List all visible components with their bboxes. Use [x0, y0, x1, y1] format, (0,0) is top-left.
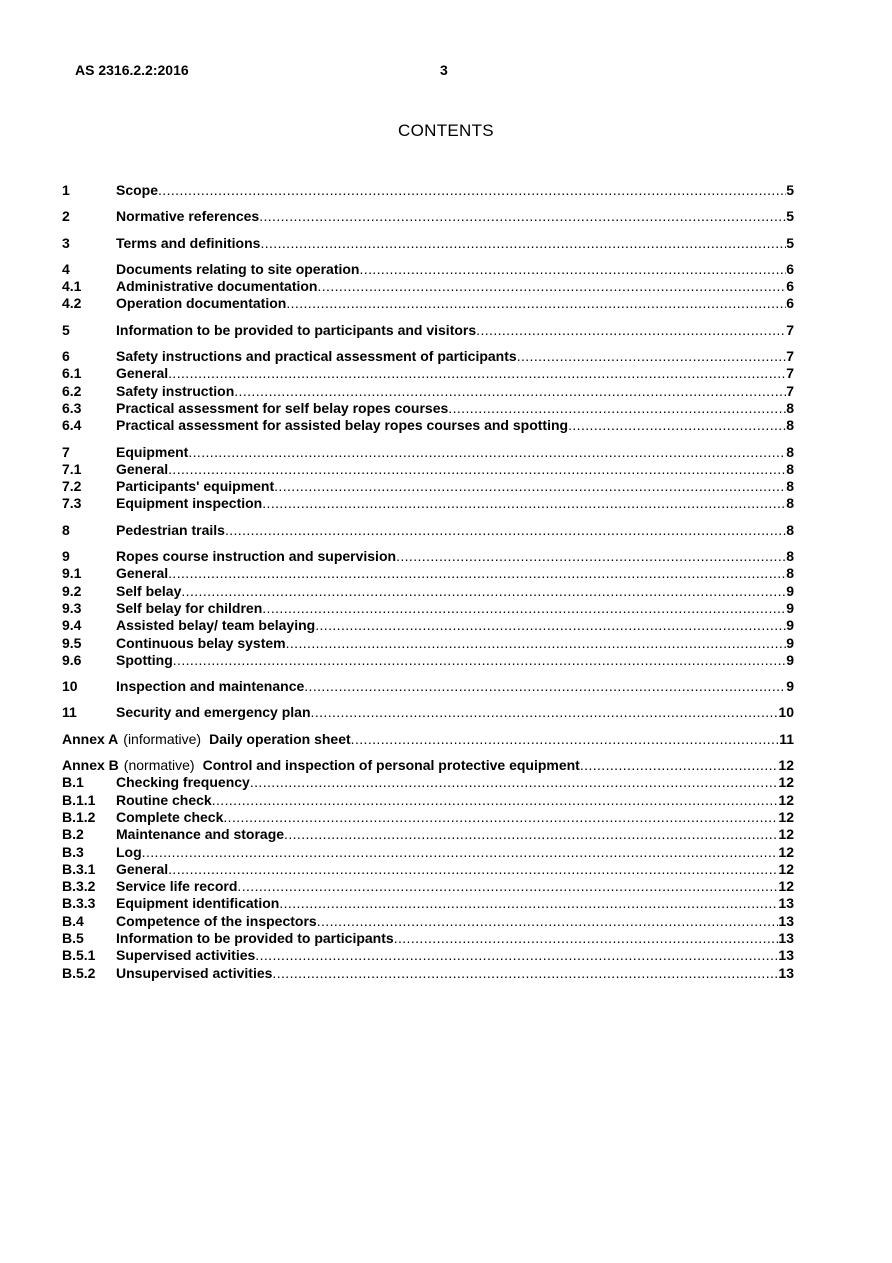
toc-entry-number: 7: [62, 443, 70, 460]
toc-entry-number: B.1.2: [62, 808, 96, 825]
toc-entry-title: Information to be provided to participants and visitors: [116, 321, 477, 338]
toc-entry[interactable]: [62, 583, 794, 600]
dot-leader: [168, 365, 786, 382]
toc-entry[interactable]: [62, 878, 794, 895]
dot-leader: [272, 965, 778, 982]
toc-entry-title: Maintenance and storage: [116, 826, 285, 843]
toc-entry[interactable]: [62, 322, 794, 339]
toc-entry-title: Practical assessment for assisted belay ropes courses and spotting: [116, 417, 569, 434]
dot-leader: [517, 348, 787, 365]
toc-entry-number: B.5.1: [62, 947, 96, 964]
toc-entry[interactable]: [62, 348, 794, 365]
toc-entry-title: General: [116, 460, 169, 477]
toc-section-group: [62, 444, 794, 513]
toc-entry-number: 10: [62, 678, 78, 695]
toc-entry-page: 7: [786, 382, 794, 399]
toc-entry[interactable]: [62, 565, 794, 582]
toc-entry-page: 13: [778, 912, 794, 929]
toc-entry-title: Normative references: [116, 208, 260, 225]
toc-entry-title: General: [116, 365, 169, 382]
dot-leader: [142, 844, 779, 861]
toc-entry-title: Competence of the inspectors: [116, 912, 317, 929]
toc-entry-title: Equipment: [116, 443, 189, 460]
dot-leader: [359, 261, 786, 278]
toc-entry-page: 12: [778, 791, 794, 808]
dot-leader: [279, 895, 778, 912]
toc-entry-number: B.5: [62, 929, 84, 946]
toc-entry-page: 5: [786, 208, 794, 225]
toc-entry[interactable]: [62, 461, 794, 478]
annex-title: Daily operation sheet: [209, 730, 351, 747]
dot-leader: [168, 565, 786, 582]
toc-entry-page: 5: [786, 182, 794, 198]
toc-entry-page: 7: [786, 321, 794, 338]
toc-entry[interactable]: [62, 930, 794, 947]
toc-entry[interactable]: [62, 844, 794, 861]
toc-entry[interactable]: [62, 652, 794, 669]
toc-section-group: [62, 704, 794, 721]
toc-entry-page: 13: [778, 964, 794, 981]
toc-entry-page: 12: [778, 878, 794, 895]
toc-entry-number: B.3.2: [62, 878, 96, 895]
dot-leader: [158, 182, 786, 199]
toc-entry-title: Pedestrian trails: [116, 521, 225, 538]
toc-entry-number: B.1.1: [62, 791, 96, 808]
dot-leader: [394, 930, 779, 947]
toc-entry-title: Assisted belay/ team belaying: [116, 617, 316, 634]
toc-entry[interactable]: [62, 522, 794, 539]
toc-entry-number: 4.1: [62, 278, 82, 295]
toc-entry-number: 6.1: [62, 365, 82, 382]
toc-entry-page: 12: [778, 757, 794, 774]
annex-letter: Annex B: [62, 757, 119, 774]
dot-leader: [262, 495, 786, 512]
toc-entry-title: Safety instructions and practical assessment of participants: [116, 348, 517, 365]
toc-entry-page: 9: [786, 617, 794, 634]
toc-annex-group: [62, 757, 794, 982]
toc-entry-page: 8: [786, 417, 794, 434]
dot-leader: [223, 809, 778, 826]
toc-entry[interactable]: [62, 913, 794, 930]
toc-entry-title: Ropes course instruction and supervision: [116, 548, 397, 565]
toc-entry-title: Spotting: [116, 651, 173, 668]
toc-entry[interactable]: [62, 861, 794, 878]
toc-entry-number: 3: [62, 234, 70, 251]
dot-leader: [188, 444, 786, 461]
table-of-contents: [62, 182, 794, 991]
toc-entry-number: 9: [62, 548, 70, 565]
toc-entry-number: B.3: [62, 843, 84, 860]
toc-entry-title: Unsupervised activities: [116, 964, 273, 981]
toc-annex-group: [62, 731, 794, 748]
annex-type: (normative): [123, 757, 195, 774]
toc-annex-entry[interactable]: [62, 757, 794, 774]
toc-entry-page: 7: [786, 348, 794, 365]
toc-entry-number: B.5.2: [62, 964, 96, 981]
toc-entry-number: 8: [62, 521, 70, 538]
toc-entry-page: 8: [786, 565, 794, 582]
dot-leader: [168, 861, 778, 878]
dot-leader: [448, 400, 786, 417]
toc-entry[interactable]: [62, 947, 794, 964]
toc-section-group: [62, 182, 794, 199]
toc-section-group: [62, 678, 794, 695]
toc-entry-number: B.2: [62, 826, 84, 843]
dot-leader: [212, 792, 779, 809]
toc-entry-number: 6.4: [62, 417, 82, 434]
toc-entry[interactable]: [62, 261, 794, 278]
annex-type: (informative): [123, 730, 202, 747]
dot-leader: [317, 278, 786, 295]
annex-title: Control and inspection of personal protective equipment: [202, 757, 580, 774]
toc-entry-page: 8: [786, 495, 794, 512]
dot-leader: [317, 913, 779, 930]
toc-entry-number: 9.2: [62, 582, 82, 599]
toc-entry-title: Supervised activities: [116, 947, 256, 964]
toc-section-group: [62, 348, 794, 434]
toc-entry[interactable]: [62, 826, 794, 843]
toc-entry-title: Scope: [116, 182, 159, 198]
toc-entry-title: Documents relating to site operation: [116, 260, 360, 277]
toc-entry[interactable]: [62, 417, 794, 434]
dot-leader: [396, 548, 786, 565]
toc-section-group: [62, 548, 794, 669]
toc-entry-title: Participants' equipment: [116, 478, 275, 495]
toc-entry-title: Continuous belay system: [116, 634, 286, 651]
toc-entry-page: 9: [786, 651, 794, 668]
dot-leader: [181, 583, 786, 600]
toc-entry[interactable]: [62, 208, 794, 225]
toc-entry-title: Equipment identification: [116, 895, 280, 912]
annex-letter: Annex A: [62, 730, 119, 747]
toc-entry-title: Administrative documentation: [116, 278, 318, 295]
dot-leader: [580, 757, 779, 774]
toc-entry-page: 5: [786, 234, 794, 251]
toc-entry[interactable]: [62, 278, 794, 295]
toc-entry-title: Checking frequency: [116, 774, 250, 791]
toc-entry[interactable]: [62, 444, 794, 461]
toc-entry[interactable]: [62, 295, 794, 312]
toc-entry-title: Terms and definitions: [116, 234, 261, 251]
toc-entry-title: Information to be provided to participants: [116, 929, 394, 946]
dot-leader: [225, 522, 786, 539]
toc-entry-page: 9: [786, 599, 794, 616]
toc-section-group: [62, 235, 794, 252]
toc-entry-page: 13: [778, 947, 794, 964]
toc-entry[interactable]: [62, 678, 794, 695]
toc-entry-number: 9.6: [62, 651, 82, 668]
toc-section-group: [62, 322, 794, 339]
page-number: 3: [440, 62, 448, 78]
toc-entry-page: 9: [786, 678, 794, 695]
dot-leader: [568, 417, 786, 434]
toc-entry-number: B.3.1: [62, 860, 96, 877]
toc-entry-title: Self belay for children: [116, 599, 263, 616]
dot-leader: [274, 478, 786, 495]
toc-section-group: [62, 261, 794, 313]
toc-entry-page: 13: [778, 929, 794, 946]
dot-leader: [259, 208, 786, 225]
toc-entry-number: 1: [62, 182, 70, 198]
toc-entry[interactable]: [62, 965, 794, 982]
toc-entry[interactable]: [62, 774, 794, 791]
toc-entry-number: 7.1: [62, 460, 82, 477]
toc-entry-page: 11: [779, 730, 794, 747]
dot-leader: [304, 678, 786, 695]
toc-entry-number: B.3.3: [62, 895, 96, 912]
toc-entry[interactable]: [62, 235, 794, 252]
toc-entry[interactable]: [62, 617, 794, 634]
toc-entry[interactable]: [62, 704, 794, 721]
toc-annex-entry[interactable]: [62, 731, 794, 748]
toc-entry-page: 8: [786, 478, 794, 495]
toc-entry-number: 7.3: [62, 495, 82, 512]
toc-entry[interactable]: [62, 809, 794, 826]
toc-entry-number: 9.4: [62, 617, 82, 634]
toc-entry[interactable]: [62, 400, 794, 417]
dot-leader: [237, 878, 778, 895]
toc-entry-number: 9.5: [62, 634, 82, 651]
toc-entry-number: 9.3: [62, 599, 82, 616]
dot-leader: [351, 731, 780, 748]
toc-entry-title: Routine check: [116, 791, 212, 808]
toc-section-group: [62, 522, 794, 539]
dot-leader: [260, 235, 786, 252]
toc-entry-number: B.1: [62, 774, 84, 791]
toc-entry-page: 8: [786, 460, 794, 477]
toc-entry[interactable]: [62, 383, 794, 400]
toc-entry-page: 8: [786, 521, 794, 538]
toc-entry-number: 6.3: [62, 399, 82, 416]
toc-entry-page: 13: [778, 895, 794, 912]
toc-entry-page: 12: [778, 774, 794, 791]
toc-entry-title: General: [116, 860, 169, 877]
toc-entry-title: Practical assessment for self belay ropes courses: [116, 399, 449, 416]
dot-leader: [255, 947, 778, 964]
dot-leader: [173, 652, 786, 669]
toc-entry-page: 6: [786, 278, 794, 295]
toc-entry-title: Equipment inspection: [116, 495, 263, 512]
toc-entry-title: General: [116, 565, 169, 582]
toc-entry-number: 4: [62, 260, 70, 277]
dot-leader: [286, 635, 787, 652]
toc-entry-title: Safety instruction: [116, 382, 235, 399]
dot-leader: [284, 826, 778, 843]
toc-entry-page: 8: [786, 399, 794, 416]
toc-entry-title: Self belay: [116, 582, 182, 599]
toc-entry-title: Log: [116, 843, 142, 860]
toc-entry[interactable]: [62, 635, 794, 652]
toc-entry-page: 10: [778, 704, 794, 721]
toc-entry-number: 6: [62, 348, 70, 365]
toc-entry[interactable]: [62, 365, 794, 382]
toc-entry[interactable]: [62, 548, 794, 565]
annex-label: [62, 731, 351, 748]
toc-entry-page: 8: [786, 548, 794, 565]
dot-leader: [262, 600, 786, 617]
dot-leader: [168, 461, 786, 478]
contents-heading: CONTENTS: [398, 121, 494, 140]
toc-entry[interactable]: [62, 182, 794, 199]
dot-leader: [315, 617, 786, 634]
dot-leader: [476, 322, 786, 339]
toc-entry[interactable]: [62, 895, 794, 912]
toc-entry[interactable]: [62, 600, 794, 617]
toc-entry-page: 8: [786, 443, 794, 460]
toc-entry-page: 12: [778, 860, 794, 877]
toc-entry-number: 9.1: [62, 565, 82, 582]
toc-entry[interactable]: [62, 478, 794, 495]
toc-entry-number: 7.2: [62, 478, 82, 495]
toc-entry-title: Security and emergency plan: [116, 704, 311, 721]
dot-leader: [250, 774, 779, 791]
annex-label: [62, 757, 580, 774]
toc-entry-page: 6: [786, 295, 794, 312]
toc-entry-title: Service life record: [116, 878, 238, 895]
toc-entry-page: 7: [786, 365, 794, 382]
toc-entry-title: Complete check: [116, 808, 224, 825]
toc-entry-page: 9: [786, 634, 794, 651]
toc-entry[interactable]: [62, 792, 794, 809]
toc-entry-page: 9: [786, 582, 794, 599]
toc-entry-number: 4.2: [62, 295, 82, 312]
toc-entry-page: 12: [778, 826, 794, 843]
toc-entry-number: B.4: [62, 912, 84, 929]
toc-entry-number: 5: [62, 321, 70, 338]
toc-entry-page: 12: [778, 808, 794, 825]
toc-section-group: [62, 208, 794, 225]
toc-entry-title: Inspection and maintenance: [116, 678, 305, 695]
toc-entry-number: 2: [62, 208, 70, 225]
toc-entry[interactable]: [62, 495, 794, 512]
toc-entry-number: 11: [62, 704, 77, 721]
toc-entry-page: 6: [786, 260, 794, 277]
dot-leader: [286, 295, 786, 312]
dot-leader: [234, 383, 786, 400]
document-standard-number: AS 2316.2.2:2016: [75, 62, 189, 78]
toc-entry-page: 12: [778, 843, 794, 860]
dot-leader: [311, 704, 779, 721]
toc-entry-number: 6.2: [62, 382, 82, 399]
toc-entry-title: Operation documentation: [116, 295, 287, 312]
